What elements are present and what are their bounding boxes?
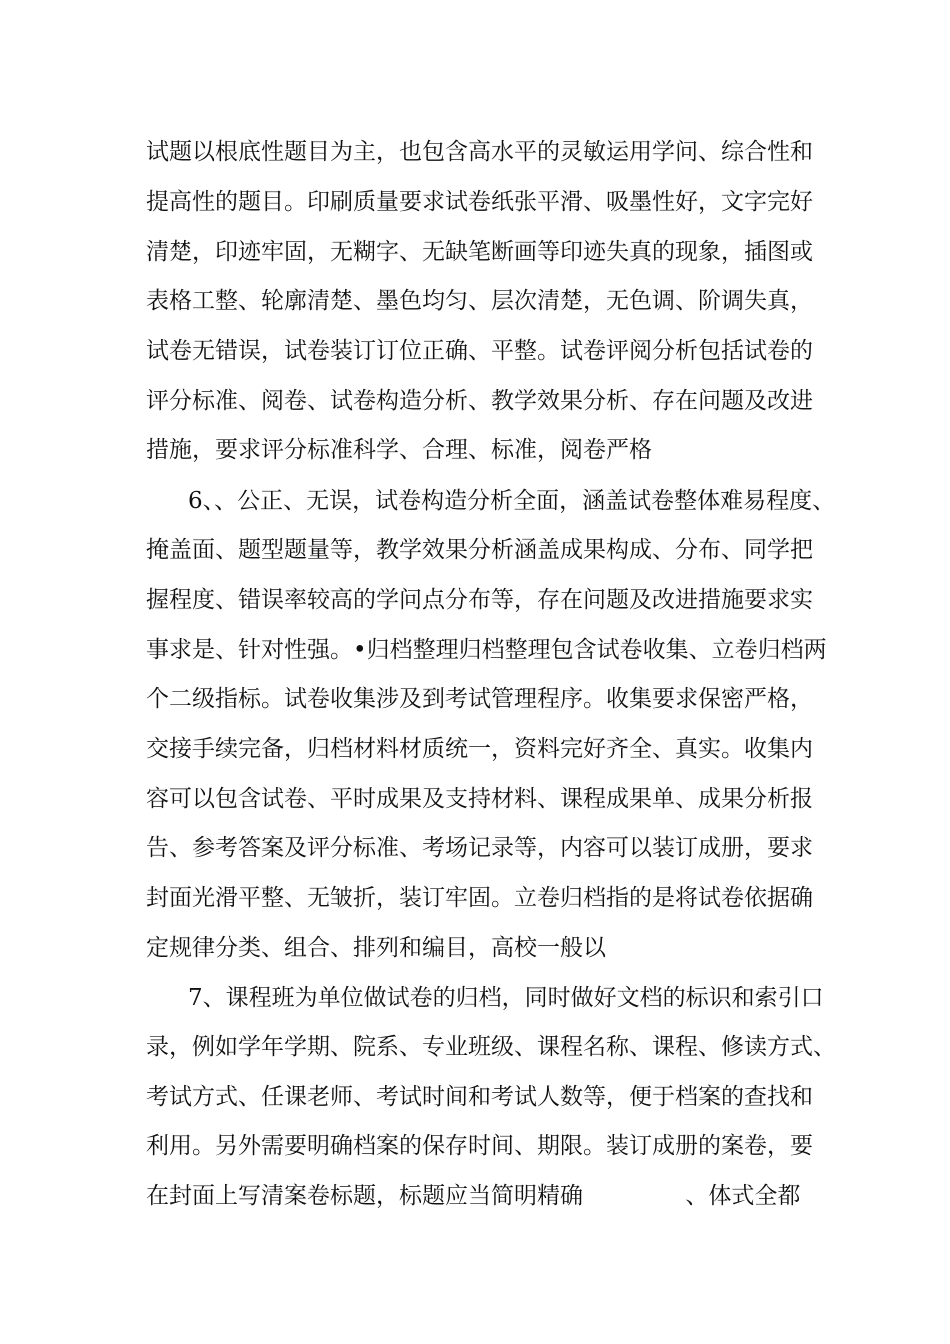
text-line: 利用。另外需要明确档案的保存时间、期限。装订成册的案卷，要	[146, 1133, 813, 1159]
text-line: 掩盖面、题型题量等，教学效果分析涵盖成果构成、分布、同学把	[146, 537, 813, 563]
text-line: 清楚，印迹牢固，无糊字、无缺笔断画等印迹失真的现象，插图或	[146, 239, 813, 265]
text-line: 个二级指标。试卷收集涉及到考试管理程序。收集要求保密严格，	[146, 686, 813, 712]
paragraph-first-line: 7、课程班为单位做试卷的归档，同时做好文档的标识和索引口	[188, 985, 824, 1011]
text-line: 容可以包含试卷、平时成果及支持材料、课程成果单、成果分析报	[146, 786, 813, 812]
text-line: 提高性的题目。印刷质量要求试卷纸张平滑、吸墨性好，文字完好	[146, 189, 813, 215]
text-line: 事求是、针对性强。•归档整理归档整理包含试卷收集、立卷归档两	[146, 637, 827, 663]
text-line: 试题以根底性题目为主，也包含高水平的灵敏运用学问、综合性和	[146, 139, 813, 165]
text-line: 表格工整、轮廓清楚、墨色均匀、层次清楚，无色调、阶调失真，	[146, 288, 813, 314]
text-line: 录，例如学年学期、院系、专业班级、课程名称、课程、修读方式、	[146, 1034, 836, 1060]
text-line: 定规律分类、组合、排列和编目，高校一般以	[146, 935, 606, 961]
text-line: 交接手续完备，归档材料材质统一，资料完好齐全、真实。收集内	[146, 736, 813, 762]
text-line: 考试方式、任课老师、考试时间和考试人数等，便于档案的查找和	[146, 1084, 813, 1110]
text-line: 试卷无错误，试卷装订订位正确、平整。试卷评阅分析包括试卷的	[146, 338, 813, 364]
text-line: 告、参考答案及评分标准、考场记录等，内容可以装订成册，要求	[146, 835, 813, 861]
text-line: 封面光滑平整、无皱折，装订牢固。立卷归档指的是将试卷依据确	[146, 885, 813, 911]
text-line: 措施，要求评分标准科学、合理、标准，阅卷严格	[146, 437, 652, 463]
text-line: 评分标准、阅卷、试卷构造分析、教学效果分析、存在问题及改进	[146, 388, 813, 414]
paragraph-first-line: 6、、公正、无误，试卷构造分析全面，涵盖试卷整体难易程度、	[188, 488, 836, 514]
text-line: 在封面上写清案卷标题，标题应当简明精确 、体式全都	[146, 1183, 801, 1209]
text-line: 握程度、错误率较高的学问点分布等，存在问题及改进措施要求实	[146, 587, 813, 613]
